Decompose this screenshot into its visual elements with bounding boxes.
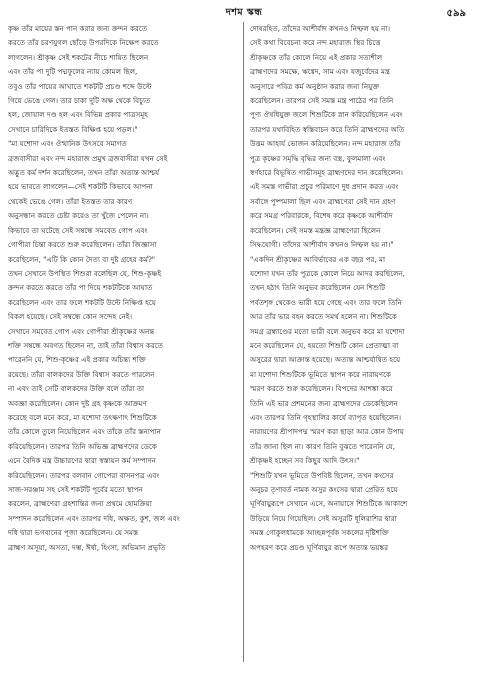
- text-line: স্মরণ করতে শুরু করেছিলেন। বিপদের আশঙ্কা করে: [250, 384, 393, 394]
- text-line: করতে তাঁর চরণযুগল ছোঁড়ে উপরদিকে নিক্ষেপ করতে: [8, 38, 159, 48]
- text-line: "মা যশোদা এবং ঔত্থানিক উৎসবে সমাগত: [8, 139, 127, 149]
- text-line: করিয়েছিলেন। তারপর তিনি অভিজ্ঞ ব্রাহ্মণদের ডেকে: [8, 441, 157, 451]
- text-line: পুত্র কৃষ্ণের সমৃদ্ধি বৃদ্ধির জন্য বস্ত্র, ফুলমালা এবং: [250, 153, 386, 163]
- text-line: ঘূর্ণিবায়ুরূপে সেখানে এসে, অনায়াসে শিশুটিকে আকাশে: [250, 499, 408, 509]
- text-line: ব্রাহ্মণদের সমক্ষে, ঋগ্বেদ, সাম এবং যজুর্বেদের মন্ত্র: [250, 67, 390, 77]
- text-line: আর তাঁর ভার বহন করতে সমর্থ হলেন না। শিশুটিকে: [250, 312, 397, 322]
- text-line: স্বর্ণহারে বিভূষিত গাভীসমূহ ব্রাহ্মণদের দান করেছিলেন।: [250, 168, 403, 178]
- text-line: শক্তি সম্বন্ধে অবগত ছিলেন না, তাই তাঁরা বিশ্বাস করতে: [8, 340, 164, 350]
- text-line: সিদ্ধযোগী। তাঁদের আশীর্বাদ কখনও নিষ্ফল হয় না।": [250, 240, 394, 250]
- text-line: পর্বতশৃঙ্গ থেকেও ভারী হয়ে গেছে এবং তার ফলে তিনি: [250, 297, 402, 307]
- text-line: তাঁর কোলে তুলে নিয়েছিলেন এবং তাঁকে তাঁর স্তন্যপান: [8, 427, 161, 437]
- text-line: যশোদা যখন তাঁর পুত্রকে কোলে নিয়ে আদর করছিলেন,: [250, 268, 405, 278]
- right-text-column: [250, 22, 479, 670]
- text-line: তখন সেখানে উপস্থিত শিশুরা বলেছিল যে, শিশু-কৃষ্ণই: [8, 268, 162, 278]
- text-line: নারায়ণের শ্রীপাদপদ্ম স্মরণ করা ছাড়া আর কোন উপায়: [250, 427, 404, 437]
- text-line: করে সমগ্র পরিবারকে, বিশেষ করে কৃষ্ণকে আশীর্বাদ: [250, 211, 393, 221]
- text-line: লাগলেন। শ্রীকৃষ্ণ সেই শকটের নীচে শায়িত ছিলেন: [8, 52, 149, 62]
- text-line: এনে বৈদিক মন্ত্র উচ্চারণের দ্বারা স্বস্ত্যয়ন কর্ম সম্পাদন: [8, 456, 156, 466]
- text-line: সেই কথা বিবেচনা করে নন্দ মহারাজ স্থির চিত্তে: [250, 38, 381, 48]
- text-line: শ্রীকৃষ্ণকে তাঁর কোলে নিয়ে এই প্রকার সত্যশীল: [250, 52, 383, 62]
- text-line: এই সমস্ত গাভীরা প্রচুর পরিমাণে দুধ প্রদান করত এবং: [250, 182, 399, 192]
- text-line: এবং তাঁর পা দুটি পদ্মফুলের ন্যায় কোমল ছিল,: [8, 67, 138, 77]
- text-line: সেখানে চারিদিকে ইতস্তত বিক্ষিপ্ত হয়ে পড়ল।": [8, 124, 138, 134]
- text-line: সেখানে সমবেত গোপ এবং গোপীরা শ্রীকৃষ্ণের অনন্ত: [8, 326, 155, 336]
- text-line: "একদিন শ্রীকৃষ্ণের আবির্ভাবের এক বছর পর, মা: [250, 254, 386, 264]
- text-line: সমগ্র ব্রহ্মাণ্ডের মতো ভারী বলে অনুভব করে মা যশোদা: [250, 326, 405, 336]
- text-line: থেকেই ভেঙে গেল। তাঁরা ইতস্তত তার কারণ: [8, 196, 133, 206]
- text-line: বিকল হয়েছে। সেই সম্বন্ধে কোন সন্দেহ নেই।: [8, 312, 133, 322]
- text-line: না এবং তাই সেটি বালকদের উক্তি বলে তাঁরা তা: [8, 384, 145, 394]
- text-line: ব্রাহ্মণ অসূয়া, অসত্য, দম্ভ, ঈর্ষা, হিংসা, অভিমান প্রভৃতি: [8, 542, 166, 552]
- page-number: ৫৯৯: [446, 8, 466, 19]
- text-line: করেছিলেন, "এটি কি কোন দৈত্য বা দুষ্ট গ্রহের কর্ম?": [8, 254, 156, 264]
- text-line: ক্রন্দন করতে করতে তাঁর পা দিয়ে শকটটিকে আঘাত: [8, 283, 153, 293]
- text-line: তাঁর জানা ছিল না। কারণ তিনি বুঝতে পারেননি যে,: [250, 441, 396, 451]
- text-line: সম্পাদন করেছিলেন এবং তারপর দধি, অক্ষত, কুশ, জল এবং: [8, 513, 180, 523]
- text-line: উড়িয়ে নিয়ে গিয়েছিল। সেই অসুরটি ধূলিরাশির দ্বারা: [250, 513, 397, 523]
- text-line: অপহরণ করে প্রচণ্ড ঘূর্ণিবায়ুর রূপে অত্যন্ত ভয়ঙ্কর: [250, 542, 389, 552]
- text-line: পারেননি যে, শিশু-কৃষ্ণের এই প্রকার অচিন্ত্য শক্তি: [8, 355, 146, 365]
- text-line: তখন হঠাৎ তিনি অনুভব করেছিলেন যেন শিশুটি: [250, 283, 386, 293]
- text-line: গিয়ে ভেঙে গেল। তার চাকা দুটি অক্ষ থেকে বিচ্যুত: [8, 96, 151, 106]
- text-line: ব্রজবাসীরা এবং নন্দ মহারাজ প্রমুখ ব্রজবাসীরা যখন সেই: [8, 153, 168, 163]
- text-line: অনুচর তৃণাবর্ত নামক অসুর কংসের দ্বারা প্রেরিত হয়ে: [250, 485, 398, 494]
- column-divider: [243, 22, 244, 662]
- text-line: করলেন, ব্রাহ্মণেরা গ্রহশান্তির জন্য প্রথমে হোমক্রিয়া: [8, 499, 152, 509]
- text-line: তারপর যথাবিহিত স্বস্তিবাচন করে তিনি ব্রাহ্মণদের অতি: [250, 124, 405, 134]
- left-text-column: [8, 22, 237, 670]
- text-line: করেছিলেন এবং তার ফলে শকটটি উল্টে নিক্ষিপ্ত হয়ে: [8, 297, 156, 307]
- text-line: তিনি এই ভার প্রশমনের জন্য ব্রাহ্মণদের ডেকেছিলেন: [250, 398, 398, 408]
- text-line: দধি দ্বারা ভগবানের পূজা করেছিলেন। যে সমস্ত: [8, 528, 139, 538]
- text-line: "শিশুটি যখন ভূমিতে উপবিষ্ট ছিলেন, তখন কংসের: [250, 470, 394, 480]
- text-line: সর্বাঙ্গে পুষ্পমালা ছিল এবং ব্রাহ্মণেরা সেই দান গ্রহণ: [250, 196, 396, 206]
- text-line: হয়ে ভাবতে লাগলেন—সেই শকটটি কিভাবে আপনা: [8, 182, 153, 192]
- text-line: অসুরের দ্বারা আক্রান্ত হয়েছে। অত্যন্ত আশ্চর্যান্বিত হয়ে: [250, 355, 401, 365]
- text-line: করেছিলেন। তারপর সেই সমস্ত মন্ত্র পাঠের পর তিনি: [250, 96, 394, 106]
- text-line: মা যশোদা শিশুটিকে ভূমিতে স্থাপন করে নারায়ণকে: [250, 369, 391, 379]
- text-line: উত্তম আহার্য ভোজন করিয়েছিলেন। নন্দ মহারাজ তাঁর: [250, 139, 401, 149]
- text-line: গোপীরা চিন্তা করতে শুরু করেছিলেন। তাঁরা জিজ্ঞাসা: [8, 240, 157, 250]
- text-line: পুণ্য ঔষধিযুক্ত জলে শিশুটিকে স্নান করিয়েছিলেন এবং: [250, 110, 403, 120]
- text-line: হল, জোয়াল দণ্ড হল এবং বিভিন্ন প্রকার পাত্রসমূহ: [8, 110, 148, 120]
- text-line: দোষরহিত, তাঁদের আশীর্বাদ কখনও নিষ্ফল হয় না।: [250, 24, 391, 33]
- text-line: অনুসন্ধান করতে চেষ্টা করেও তা খুঁজে পেলেন না।: [8, 211, 149, 221]
- text-line: অবজ্ঞা করেছিলেন। কোন দুষ্ট গ্রহ কৃষ্ণকে আক্রমণ: [8, 398, 147, 408]
- running-header-title: দশম স্কন্ধ: [225, 7, 263, 18]
- text-line: মনে করেছিলেন যে, হয়তো শিশুটি কোন প্রেতাত্মা বা: [250, 340, 399, 350]
- text-line: সমস্ত গোকুলধামকে আচ্ছন্নপূর্বক সকলের দৃষ্টিশক্তি: [250, 528, 389, 538]
- text-line: শ্রীকৃষ্ণই হচ্ছেন সব কিছুর আদি উৎস।": [250, 456, 360, 466]
- text-line: করেছে বলে মনে করে, মা যশোদা তৎক্ষণাৎ শিশুটিকে: [8, 412, 157, 422]
- text-line: রয়েছে। তাঁরা বালকদের উক্তি বিশ্বাস করতে পারলেন: [8, 369, 155, 379]
- text-line: অনুসারে পবিত্র কর্ম অনুষ্ঠান করার জন্য নিযুক্ত: [250, 81, 380, 91]
- text-line: অদ্ভুত কর্ম দর্শন করেছিলেন, তখন তাঁরা অত্যন্ত আশ্চর্য: [8, 168, 160, 178]
- text-line: সাজ-সরঞ্জাম সহ সেই শকটটি পূর্বের মতো স্থাপন: [8, 485, 143, 494]
- text-line: করিয়েছিলেন। তারপর বলবান গোপেরা বাসনপত্র এবং: [8, 470, 160, 480]
- text-line: তবুও তাঁর পায়ের আঘাতে শকটটি প্রচণ্ড শব্দে উল্টে: [8, 81, 152, 91]
- text-line: কিভাবে তা ঘটেছে সেই সম্বন্ধে সমবেত গোপ এবং: [8, 225, 148, 235]
- text-line: কৃষ্ণ তাঁর মায়ের স্তন পান করার জন্য ক্রন্দন করতে: [8, 24, 148, 33]
- text-line: করেছিলেন। সেই সমস্ত মন্ত্রজ্ঞ ব্রাহ্মণেরা ছিলেন: [250, 225, 381, 235]
- text-line: এবং তারপর তিনি গৃহস্থালির কার্যে ব্যাপৃত হয়েছিলেন।: [250, 412, 402, 422]
